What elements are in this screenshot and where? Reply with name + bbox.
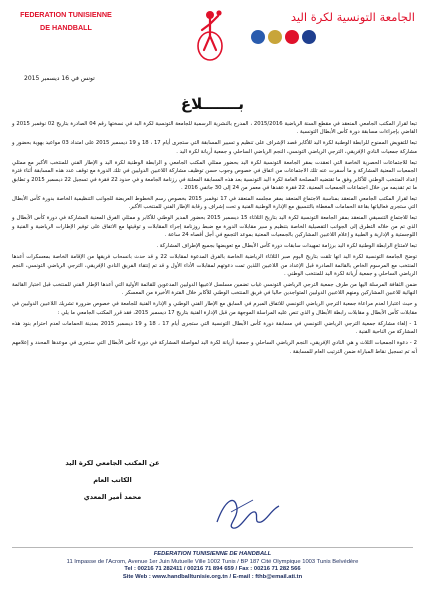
footer-separator: /	[229, 573, 233, 580]
letterhead	[0, 0, 425, 70]
paragraph: توضح الجامعة التونسية لكرة اليد انها تلقت بتاريخ اليوم صبر الثلاثاء الرياضية الخاصة بالفرق المدعوة لمقابلات 22 و قد حدث بانسحاب فريقها من الإقامة الخاصة بمعسكرات أعدها المنتخب مع المرسوم الخاص بالقائمة الصادرة قبل الإعداد من اللاعبين اللذين تمت دعوتهم لمقابلات الأداء الأول و قد تم إنتقاء الفريق النادي الإفريقي، الترجي الرياضي التونسي، النجم الرياضي الساحلي و جمعية أريانة لكرة اليد للمنتخب الوطني .	[12, 254, 417, 278]
signature-block	[0, 455, 225, 506]
footer-divider	[12, 547, 413, 548]
federation-name-en-line1: FEDERATION TUNISIENNE	[20, 10, 112, 19]
footer	[0, 551, 425, 581]
handwritten-signature	[213, 488, 283, 536]
federation-name-en-line2: DE HANDBALL	[40, 23, 92, 32]
paragraph: تبعا للاجتماع التنسيقي المنعقد بمقر الجامعة التونسية لكرة اليد بتاريخ الثلاثاء 15 ديسمبر 2015 بحضور المدير الوطني للأكابر و ممثلي الفرق المعنية المشاركة في دورة كأس الأبطال و الذي تم من خلاله التطرق إلى الجوانب التفصيلية الخاصة بتنظيم و سير مقابلات الدورة مع ضبط روزنامة إجراء المقابلات و توقيتها مع الاتفاق على توفير الإطارات الرياضية و الفنية و اللوجستية و الإدارية و الطبية و إعلام اللاعبين المشاركين بالجمعيات المعنية بموعد التجمع في أجل أقصاه 24 ساعة .	[12, 215, 417, 239]
paragraph: تبعا لقرار المكتب الجامعي المنعقد في مقطع السنة الرياضية 2015/2016 ، المدرج بالنشرية الرسمية للجامعة التونسية لكرة اليد في نسختها رقم 04 الصادرة بتاريخ 02 نوفمبر 2015 و القاضي بإجراءات مسابقة دورة كأس الأبطال التونسية .	[12, 121, 417, 136]
partner-emblem-icon	[251, 30, 265, 44]
signature-for-label: عن المكتب الجامعي لكرة اليد	[65, 459, 160, 467]
federation-name-en	[6, 8, 126, 34]
federation-logo	[196, 6, 224, 62]
paragraph: تبعا لقرار المكتب الجامعي المنعقد بمناسبة الاجتماع المنعقد بمقر مجلسه المنعقد في 17 نوفمبر 2015 بخصوص رسم الخطوط العريضة للجوانب التنظيمية الخاصة بدورة كأس الأبطال التي ستجرى فعالياتها بقاعة الحمامات المغطاة بالتنسيق مع الإدارة الوطنية الفنية و تحت إشراف و رقابة الإطار الفني للمنتخب الأكبر.	[12, 196, 417, 211]
paragraph: و حيث اعتبارا لعدم مراعاة جمعية الترجي الرياضي التونسي للاتفاق المبرم في السابق مع الإطار الفني الوطني و الإدارة الفنية للجامعة في خصوص ضرورة تشريك اللاعبين الدوليين في مقابلات كأس الأبطال و مقابلات رابطة الأبطال و الذي تنص عليه المراسلة الموجهة من قبل الإدارة الفنية بتاريخ 17 ديسمبر 2015، فقد قرر المكتب الجامعي ما يلي :	[12, 301, 417, 316]
olympic-emblem-icon	[302, 30, 316, 44]
ministry-emblem-icon	[285, 30, 299, 44]
footer-address: 11 Impasse de l'Acrom, Avenue 1er Juin Mutuelle Ville 1002 Tunis / BP 187 Cité Olympique 1003 Tunis Belvédère	[66, 558, 359, 565]
paragraph: تبعا للاجتماعات الحصرية الخاصة التي انعقدت بمقر الجامعة التونسية لكرة اليد بحضور ممثلي المكتب الجامعي و الرابطة الوطنية لكرة اليد و الإطار الفني للمنتخب الأكبر مع ممثلي الجمعيات المعنية المشاركة و ما أسفرت عنه تلك الاجتماعات من اتفاق في خصوص وجوب حسن توظيف مشاركة اللاعبين الدوليين في تلك الدورة مع توقف عدد هذه المسابقة أثناء فترة إعداد المنتخب الوطني للأكابر وفق ما تقتضيه المصلحة العامة لكرة اليد التونسية بعد هذه المسابقة المعلنة في رزنامة الجامعة و في حدود 22 فقرة في تسجيل 22 ديسمبر 2015 و تطابق ما تم تقديمه من خلال اجتماعات الجمعيات المعنية، 22 فقرة عقدها في معمر من 24 إلى 30 جانفي 2016 .	[12, 159, 417, 192]
footer-address-label: FEDERATION TUNISIENNE DE HANDBALL	[153, 551, 272, 557]
signatory-role: الكاتب العام	[93, 476, 132, 484]
decision-item: 1 - إلغاء مشاركة جمعية الترجي الرياضي التونسي في مسابقة دورة كأس الأبطال التونسية التي ستجرى أيام 17 ، 18 و 19 ديسمبر 2015 بمدينة الحمامات لعدم احترام بنود هذه المشاركة من الناحية الفنية .	[12, 320, 417, 336]
federation-name-ar: الجامعة التونسية لكرة اليد	[290, 10, 415, 24]
paragraph: تبعا لامتناع الرابطة الوطنية لكرة اليد برزامة تمهيدات سابقات دورة كأس الأبطال مع تعويضها بجميع الإطراف المشاركة .	[156, 243, 417, 250]
page-title: بـــــــلاغ	[180, 95, 245, 113]
paragraph: تبعا للتفويض الممنوح للرابطة الوطنية لكرة اليد للأكابر قصد الإشراف على تنظيم و تسيير المسابقة التي ستجرى أيام 17 ، 18 و 19 ديسمبر 2015 على امتداد 03 مواعيد بهوية بحضور و مشاركة جمعيات النادي الإفريقي، الترجي الرياضي التونسي، النجم الرياضي الساحلي و جمعية أريانة لكرة اليد .	[12, 140, 418, 155]
decision-item: 2 - دعوة الجمعيات الثلاث و هي النادي الإفريقي، النجم الرياضي الساحلي و جمعية أريانة لكرة اليد لمواصلة المشاركة في دورة كأس الأبطال التي ستجرى في موعدها المحدد و إعلامهم أنه تم تسجيل نقاط المباراة ضمن الترتيب العام للمسابقة .	[12, 340, 417, 355]
footer-web-email	[0, 574, 425, 582]
trophy-emblem-icon	[268, 30, 282, 44]
footer-website: Site Web : www.handballtunisie.org.tn	[122, 573, 228, 580]
footer-email: E-mail : fthb@email.ati.tn	[232, 573, 303, 580]
paragraph: ضمن الثقافة المرسلة اليها من طرف جمعية الترجي الرياضي التونسي غياب تضمين مسلسل لاعبيها الدوليين المدعوين للقائمة الأولية التي أعدها الإطار الفني للمنتخب قبل اختيار القائمة النهائية للاعبين المشاركين ومنهم اللاعبين الدوليين المتواجدين حاليا في فريق المنتخب الوطني للأكابر خلال الفترة الأخيرة من المعسكر .	[12, 282, 417, 297]
footer-phones: Tel : 00216 71 282411 / 00216 71 894 659 / Fax : 00216 71 282 566	[124, 566, 301, 573]
signatory-name: محمد أمير المعدي	[83, 493, 142, 501]
document-date: تونس في 16 ديسمبر 2015	[24, 75, 95, 82]
communique-body	[12, 120, 417, 359]
